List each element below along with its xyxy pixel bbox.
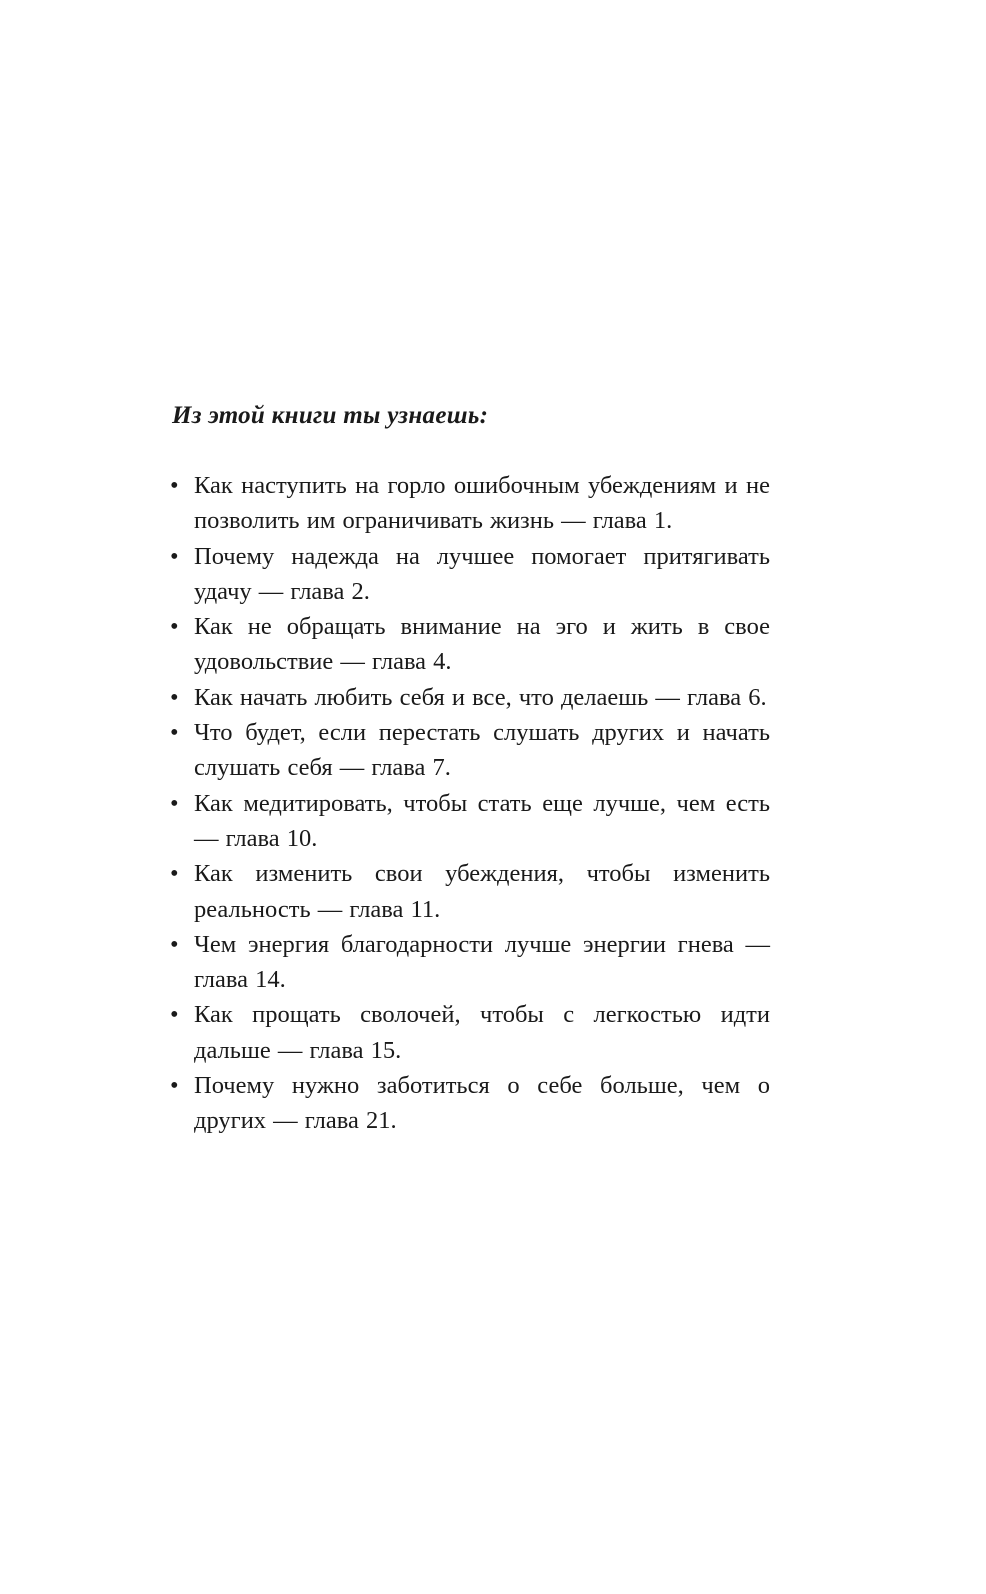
list-item	[170, 997, 770, 1068]
list-item-text: Как прощать сволочей, чтобы с легкостью идти дальше — глава 15.	[194, 1001, 770, 1064]
bullet-icon: •	[170, 472, 179, 499]
list-item-text: Что будет, если перестать слушать других и начать слушать себя — глава 7.	[194, 719, 770, 782]
bullet-icon: •	[170, 613, 179, 641]
bullet-icon: •	[170, 542, 179, 570]
list-item	[170, 786, 770, 857]
list-item	[170, 856, 770, 927]
list-item-text: Как медитировать, чтобы стать еще лучше, чем есть — глава 10.	[194, 789, 770, 852]
list-item	[170, 1068, 770, 1139]
list-item-text: Чем энергия благодарности лучше энергии гнева — глава 14.	[194, 930, 770, 994]
list-item-text: Почему нужно заботиться о себе больше, чем о других — глава 21.	[194, 1072, 770, 1135]
section-heading: Из этой книги ты узнаешь:	[172, 402, 489, 429]
list-item	[170, 715, 770, 786]
bullet-icon: •	[170, 860, 179, 888]
topics-list	[170, 468, 770, 1139]
list-item	[170, 680, 770, 715]
bullet-icon: •	[170, 1072, 179, 1100]
bullet-icon: •	[170, 930, 179, 958]
list-item-text: Как изменить свои убеждения, чтобы изменить реальность — глава 11.	[194, 860, 770, 923]
list-item-text: Как начать любить себя и все, что делаешь — глава 6.	[194, 683, 767, 711]
bullet-icon: •	[170, 789, 179, 817]
bullet-icon: •	[170, 683, 179, 711]
list-item	[170, 927, 770, 998]
list-item-text: Как не обращать внимание на эго и жить в свое удовольствие — глава 4.	[194, 613, 770, 676]
bullet-icon: •	[170, 1001, 179, 1029]
list-item	[170, 539, 770, 610]
list-item-text: Как наступить на горло ошибочным убеждениям и не позволить им ограничивать жизнь — глава 1.	[194, 472, 770, 535]
list-item	[170, 468, 770, 539]
list-item	[170, 609, 770, 680]
bullet-icon: •	[170, 719, 179, 747]
list-item-text: Почему надежда на лучшее помогает притягивать удачу — глава 2.	[194, 542, 770, 605]
